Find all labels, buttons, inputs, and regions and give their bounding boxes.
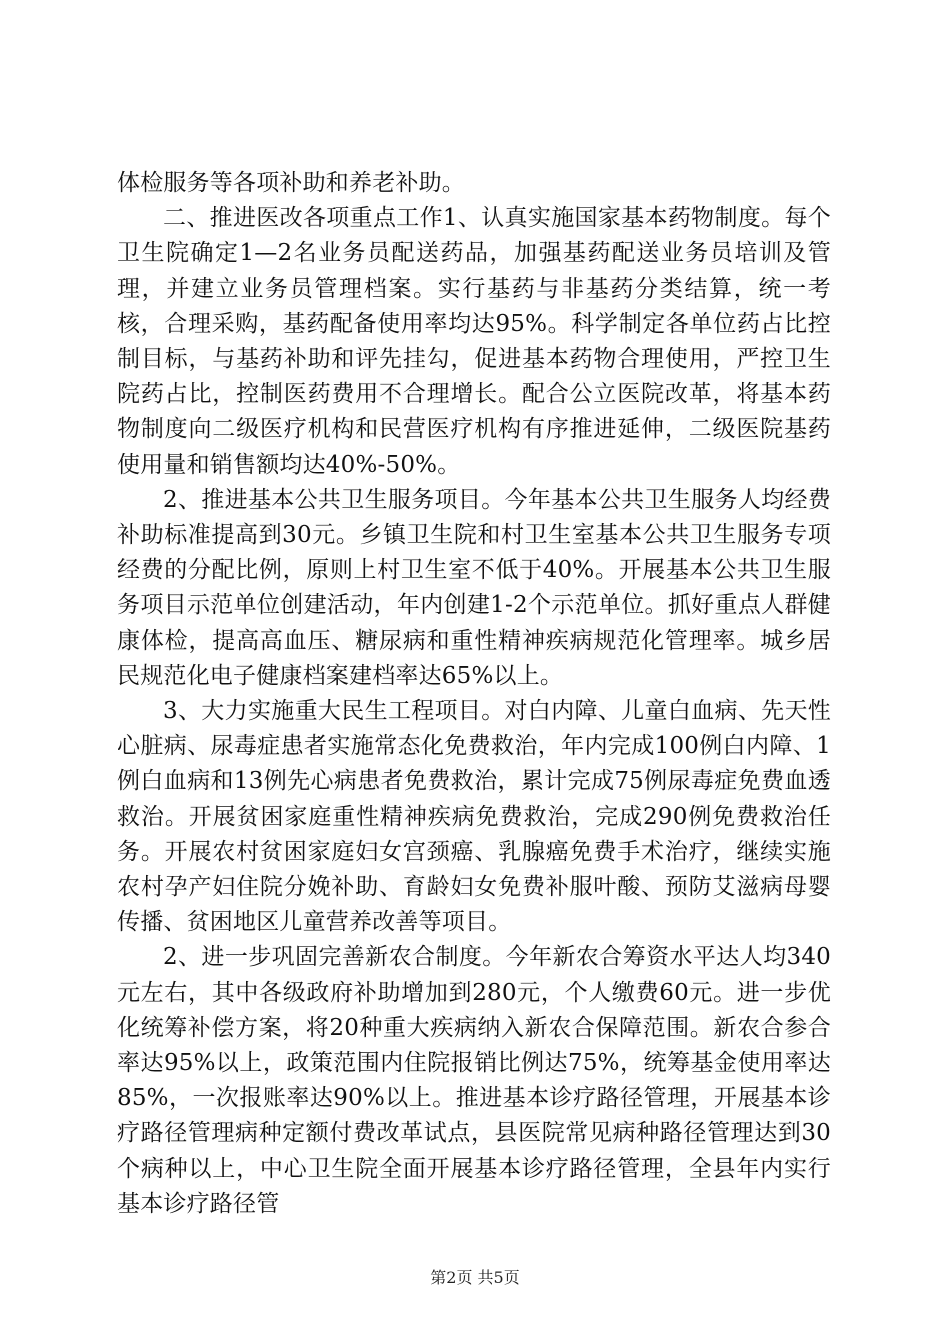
paragraph-public-health: 2、推进基本公共卫生服务项目。今年基本公共卫生服务人均经费补助标准提高到30元。乡镇卫生院和村卫生室基本公共卫生服务专项经费的分配比例，原则上村卫生室不低于40%。开展基本公共卫生服务项目示范单位创建活动，年内创建1-2个示范单位。抓好重点人群健康体检，提高高血压、糖尿病和重性精神疾病规范化管理率。城乡居民规范化电子健康档案建档率达65%以上。 (117, 486, 831, 689)
page-number-footer: 第2页 共5页 (430, 1268, 520, 1287)
document-body (117, 166, 831, 1222)
paragraph-rural-cooperative: 2、进一步巩固完善新农合制度。今年新农合筹资水平达人均340元左右，其中各级政府补助增加到280元，个人缴费60元。进一步优化统筹补偿方案，将20种重大疾病纳入新农合保障范围。新农合参合率达95%以上，政策范围内住院报销比例达75%，统筹基金使用率达85%，一次报账率达90%以上。推进基本诊疗路径管理，开展基本诊疗路径管理病种定额付费改革试点，县医院常见病种路径管理达到30个病种以上，中心卫生院全面开展基本诊疗路径管理，全县年内实行基本诊疗路径管 (117, 944, 831, 1217)
paragraph-section-two: 二、推进医改各项重点工作1、认真实施国家基本药物制度。每个卫生院确定1—2名业务员配送药品，加强基药配送业务员培训及管理，并建立业务员管理档案。实行基药与非基药分类结算，统一考核，合理采购，基药配备使用率均达95%。科学制定各单位药占比控制目标，与基药补助和评先挂勾，促进基本药物合理使用，严控卫生院药占比，控制医药费用不合理增长。配合公立医院改革，将基本药物制度向二级医疗机构和民营医疗机构有序推进延伸，二级医院基药使用量和销售额均达40%-50%。 (117, 205, 831, 478)
paragraph-continuation: 体检服务等各项补助和养老补助。 (117, 170, 465, 196)
paragraph-livelihood-projects: 3、大力实施重大民生工程项目。对白内障、儿童白血病、先天性心脏病、尿毒症患者实施常态化免费救治，年内完成100例白内障、1例白血病和13例先心病患者免费救治，累计完成75例尿毒症免费血透救治。开展贫困家庭重性精神疾病免费救治，完成290例免费救治任务。开展农村贫困家庭妇女宫颈癌、乳腺癌免费手术治疗，继续实施农村孕产妇住院分娩补助、育龄妇女免费补服叶酸、预防艾滋病母婴传播、贫困地区儿童营养改善等项目。 (117, 698, 831, 936)
